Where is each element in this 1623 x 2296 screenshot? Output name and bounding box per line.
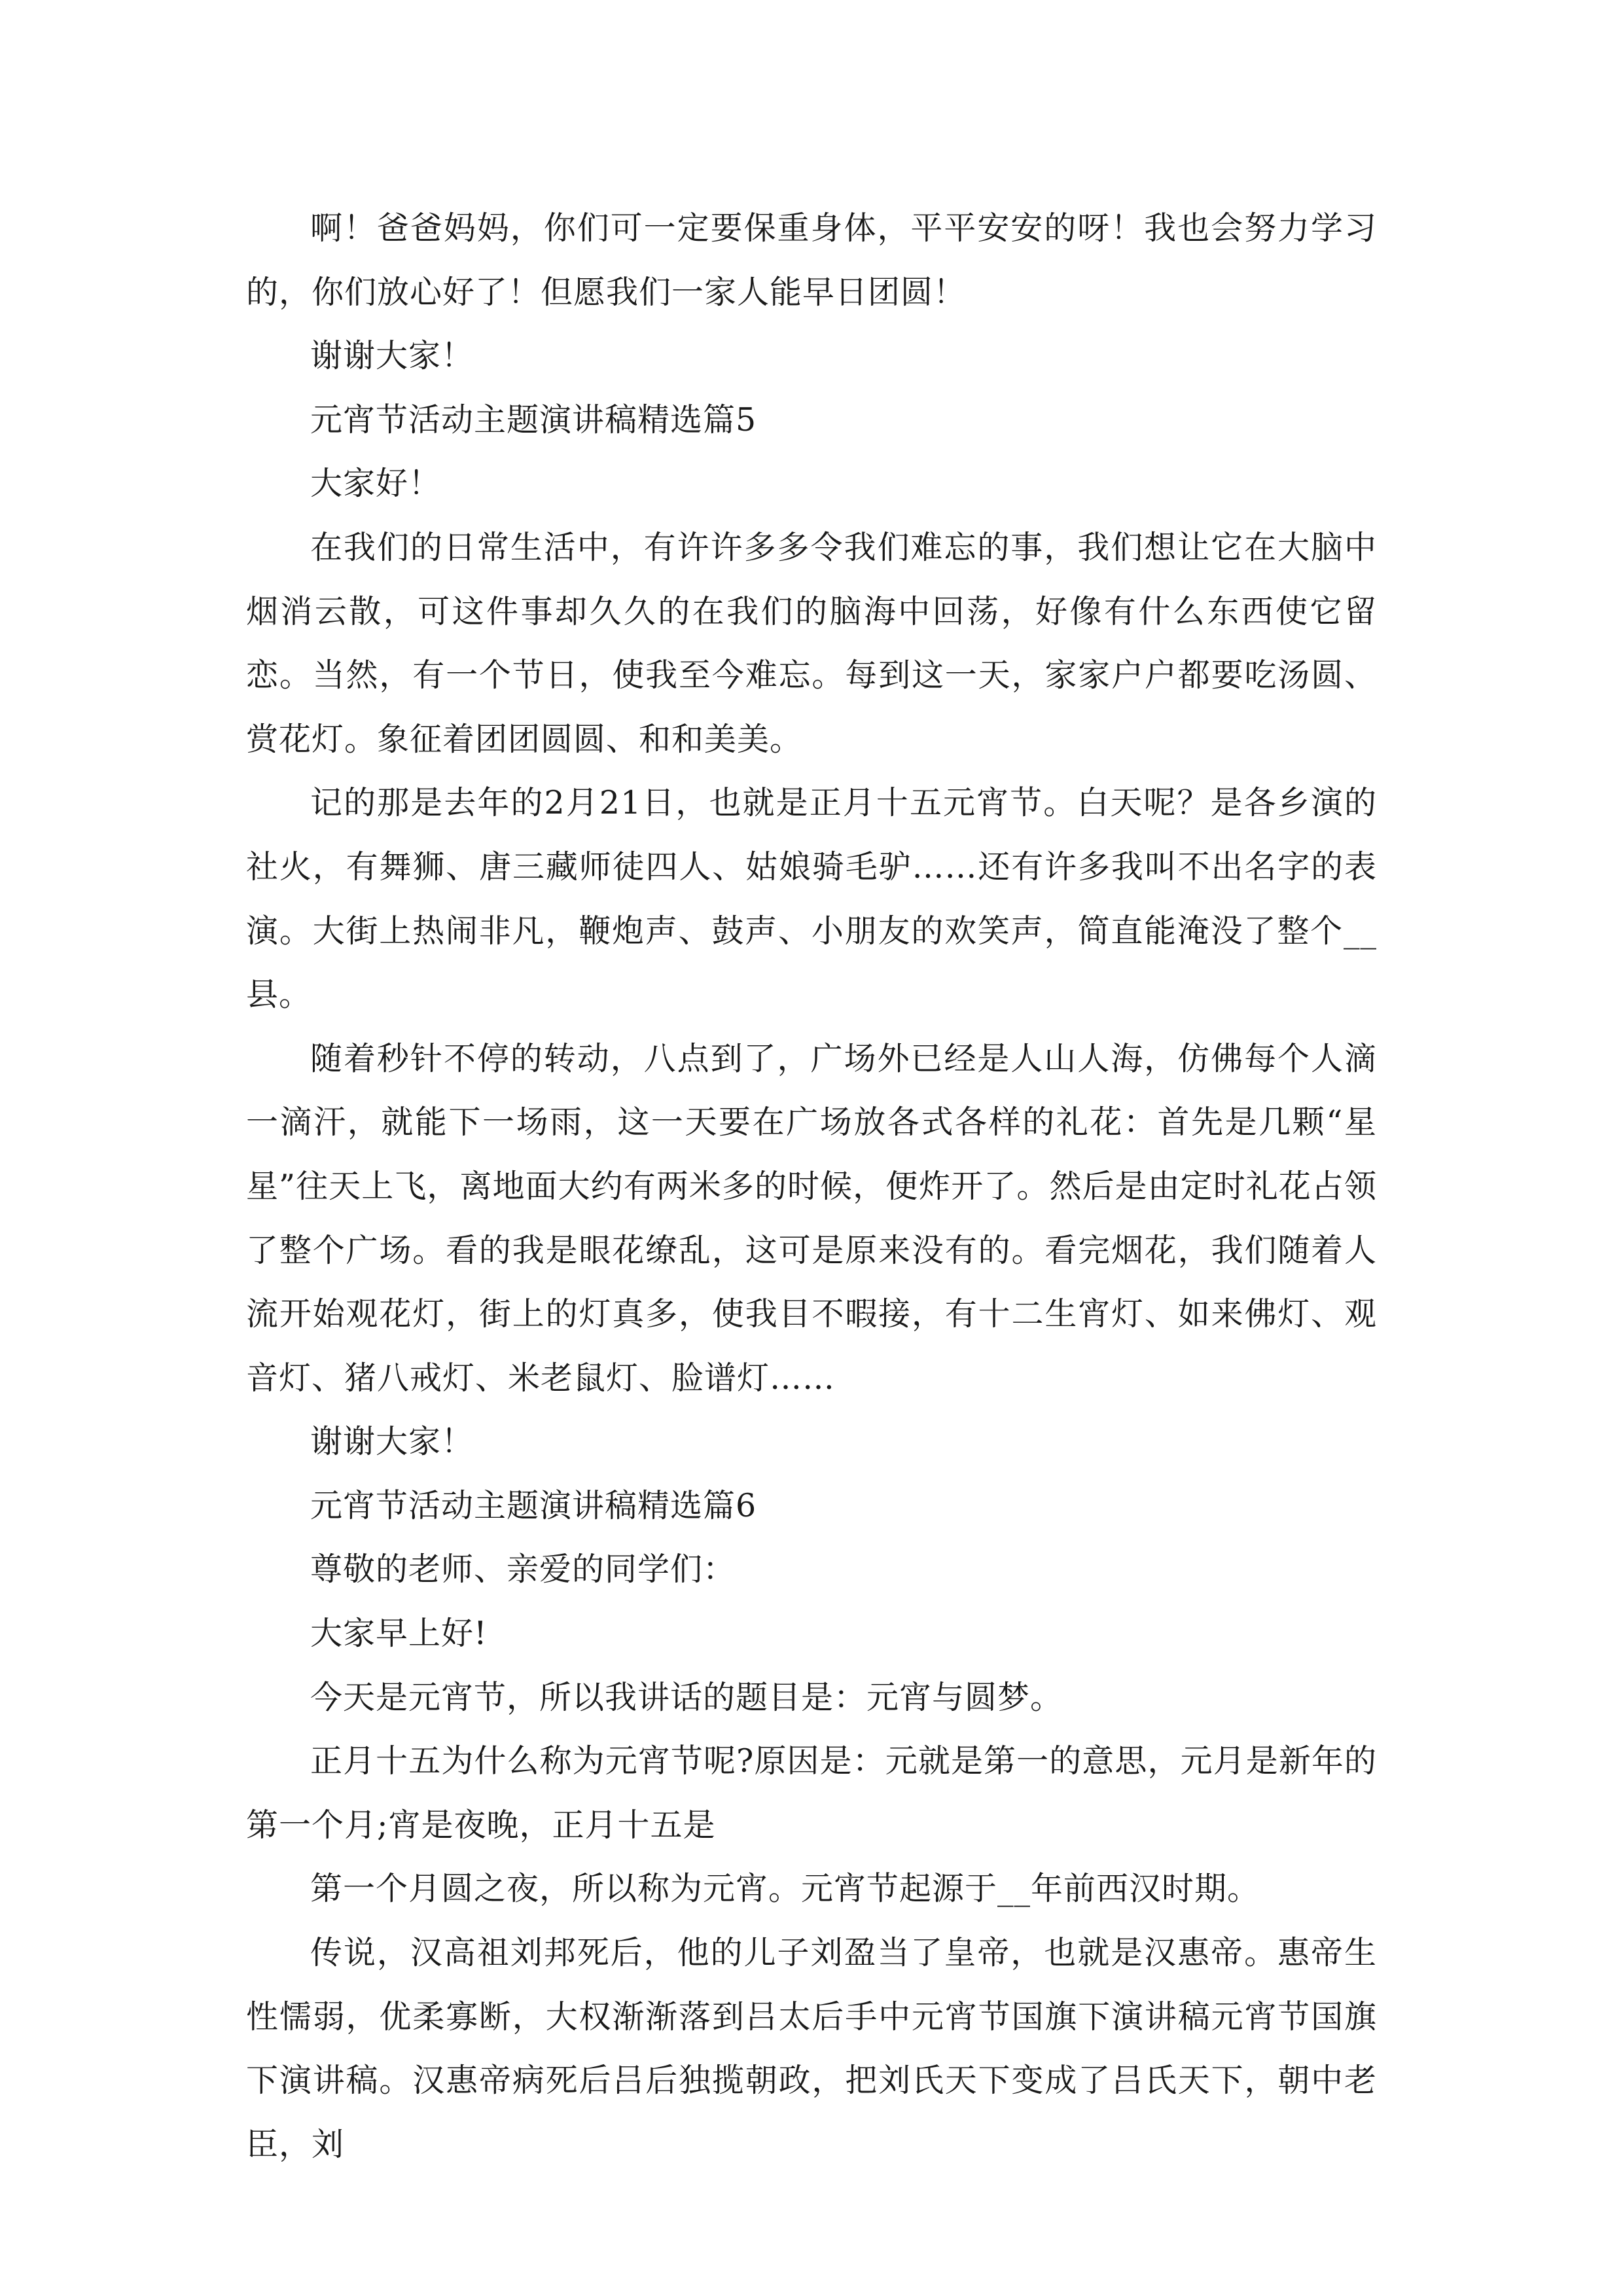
paragraph: 随着秒针不停的转动，八点到了，广场外已经是人山人海，仿佛每个人滴一滴汗，就能下一场雨，这一天要在广场放各式各样的礼花：首先是几颗“星星”往天上飞，离地面大约有两米多的时候，便炸开了。然后是由定时礼花占领了整个广场。看的我是眼花缭乱，这可是原来没有的。看完烟花，我们随着人流开始观花灯，街上的灯真多，使我目不暇接，有十二生宵灯、如来佛灯、观音灯、猪八戒灯、米老鼠灯、脸谱灯…… — [246, 1039, 1377, 1397]
paragraph: 今天是元宵节，所以我讲话的题目是：元宵与圆梦。 — [310, 1678, 1063, 1716]
section-heading: 元宵节活动主题演讲稿精选篇5 — [310, 401, 757, 439]
paragraph: 传说，汉高祖刘邦死后，他的儿子刘盈当了皇帝，也就是汉惠帝。惠帝生性懦弱，优柔寡断，大权渐渐落到吕太后手中元宵节国旗下演讲稿元宵节国旗下演讲稿。汉惠帝病死后吕后独揽朝政，把刘氏天下变成了吕氏天下，朝中老臣，刘 — [246, 1934, 1377, 2163]
salutation: 尊敬的老师、亲爱的同学们： — [310, 1551, 736, 1588]
paragraph: 记的那是去年的2月21日，也就是正月十五元宵节。白天呢？是各乡演的社火，有舞狮、唐三藏师徒四人、姑娘骑毛驴……还有许多我叫不出名字的表演。大街上热闹非凡，鞭炮声、鼓声、小朋友的欢笑声，简直能淹没了整个__县。 — [246, 784, 1377, 1014]
paragraph: 第一个月圆之夜，所以称为元宵。元宵节起源于__年前西汉时期。 — [310, 1870, 1260, 1908]
paragraph: 正月十五为什么称为元宵节呢?原因是：元就是第一的意思，元月是新年的第一个月;宵是夜晚，正月十五是 — [246, 1742, 1377, 1844]
paragraph: 在我们的日常生活中，有许许多多令我们难忘的事，我们想让它在大脑中烟消云散，可这件事却久久的在我们的脑海中回荡，好像有什么东西使它留恋。当然，有一个节日，使我至今难忘。每到这一天，家家户户都要吃汤圆、赏花灯。象征着团团圆圆、和和美美。 — [246, 528, 1377, 758]
paragraph: 谢谢大家！ — [310, 337, 474, 375]
greeting: 大家早上好! — [310, 1615, 488, 1653]
section-heading: 元宵节活动主题演讲稿精选篇6 — [310, 1486, 757, 1524]
greeting: 大家好！ — [310, 465, 442, 503]
document-body — [246, 196, 1377, 2176]
paragraph: 谢谢大家！ — [310, 1423, 474, 1461]
paragraph: 啊！爸爸妈妈，你们可一定要保重身体，平平安安的呀！我也会努力学习的，你们放心好了！但愿我们一家人能早日团圆！ — [246, 209, 1377, 311]
